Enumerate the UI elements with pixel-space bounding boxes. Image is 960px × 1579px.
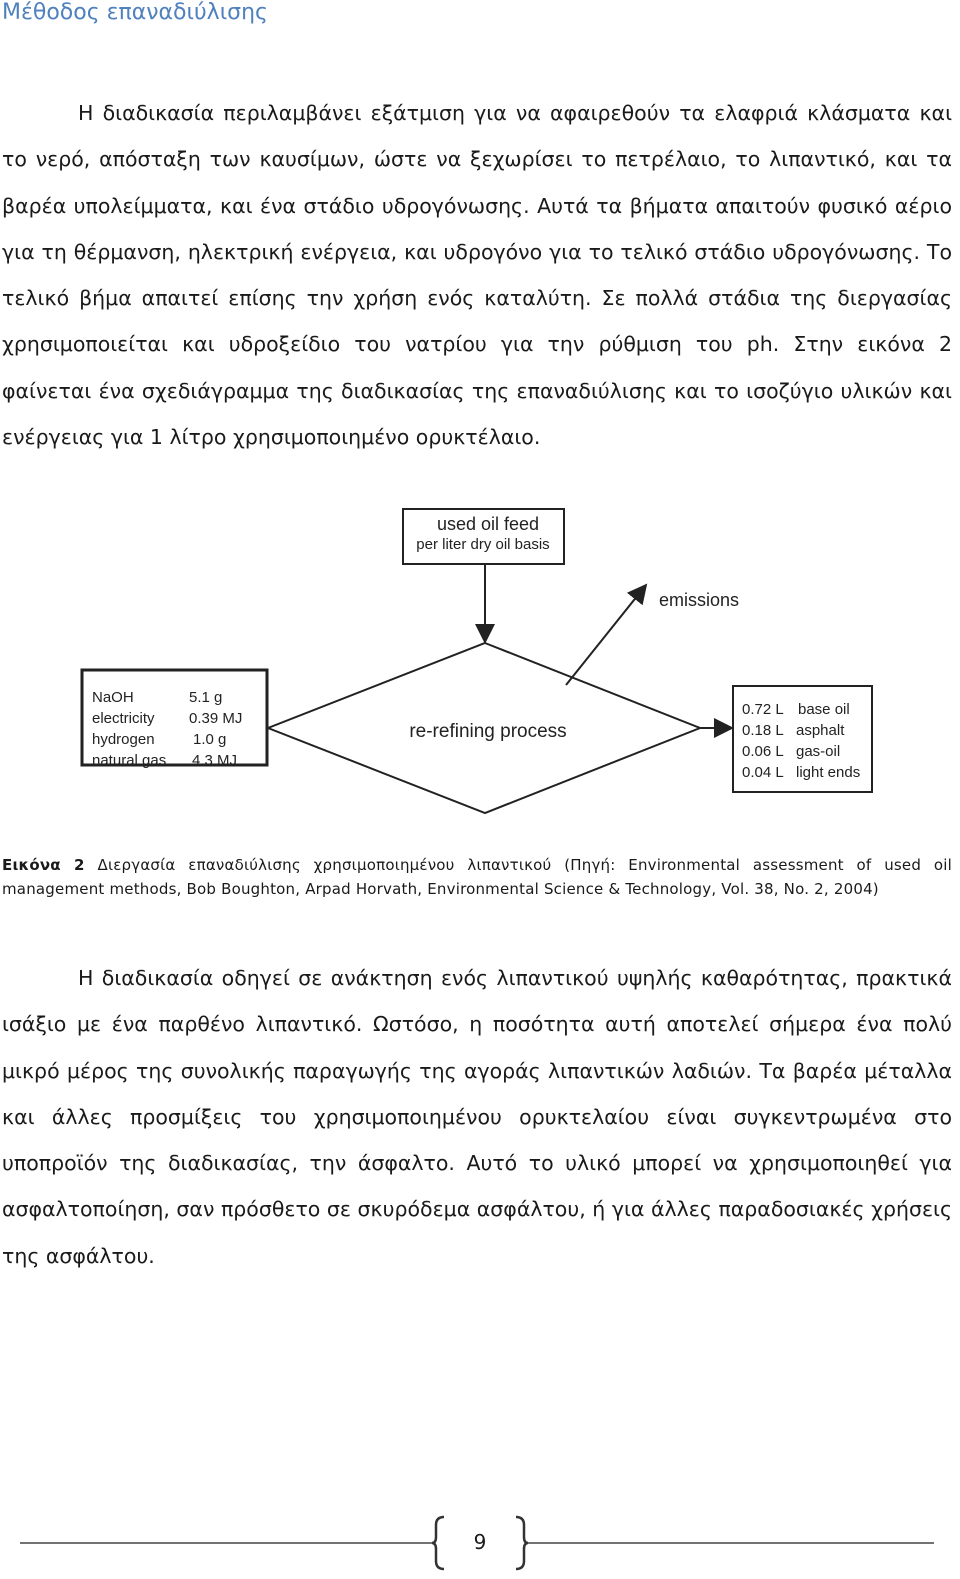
process-label: re-refining process xyxy=(409,721,567,742)
input-value: 5.1 g xyxy=(189,689,223,706)
input-name: NaOH xyxy=(92,689,134,706)
figure-caption xyxy=(2,853,952,901)
caption-label: Εικόνα 2 xyxy=(2,856,85,874)
output-value: 0.72 L xyxy=(742,701,784,718)
output-value: 0.06 L xyxy=(742,743,784,760)
emissions-label: emissions xyxy=(659,590,740,610)
input-name: natural gas xyxy=(92,752,167,769)
caption-text: Διεργασία επαναδιύλισης χρησιμοποιημένου λιπαντικού (Πηγή: Environmental assessment of used oil management methods, Bob Boughton, Arpad Horvath, Environmental Science & Technology, Vol. 38, No. 2, 2004) xyxy=(2,856,953,898)
input-value: 1.0 g xyxy=(193,731,227,748)
output-name: light ends xyxy=(796,764,861,781)
emissions-arrow xyxy=(566,585,646,685)
output-value: 0.18 L xyxy=(742,722,784,739)
output-name: asphalt xyxy=(796,722,845,739)
input-name: electricity xyxy=(92,710,155,727)
paragraph-2: Η διαδικασία οδηγεί σε ανάκτηση ενός λιπαντικού υψηλής καθαρότητας, πρακτικά ισάξιο με ένα παρθένο λιπαντικό. Ωστόσο, η ποσότητα αυτή αποτελεί σήμερα ένα πολύ μικρό μέρος της συνολικής παραγωγής της αγοράς λιπαντικών λαδιών. Τα βαρέα μέταλλα και άλλες προσμίξεις του χρησιμοποιημένου ορυκτελαίου είναι συγκεντρωμένα στο υποπροϊόν της διαδικασίας, την άσφαλτο. Αυτό το υλικό μπορεί να χρησιμοποιηθεί για ασφαλτοποίηση, σαν πρόσθετο σε σκυρόδεμα ασφάλτου, ή για άλλες παραδοσιακές χρήσεις της ασφάλτου. xyxy=(2,966,952,1268)
page-number: 9 xyxy=(473,1530,487,1554)
output-name: gas-oil xyxy=(796,743,841,760)
output-name: base oil xyxy=(798,701,850,718)
process-diagram xyxy=(0,490,960,820)
input-value: 4.3 MJ xyxy=(192,752,238,769)
output-value: 0.04 L xyxy=(742,764,784,781)
feed-title: used oil feed xyxy=(436,514,540,534)
feed-subtitle: per liter dry oil basis xyxy=(416,536,550,553)
input-name: hydrogen xyxy=(92,731,155,748)
section-title: Μέθοδος επαναδιύλισης xyxy=(2,0,268,25)
paragraph-1: Η διαδικασία περιλαμβάνει εξάτμιση για να αφαιρεθούν τα ελαφριά κλάσματα και το νερό, απόσταξη των καυσίμων, ώστε να ξεχωρίσει το πετρέλαιο, το λιπαντικό, και τα βαρέα υπολείμματα, και ένα στάδιο υδρογόνωσης. Αυτά τα βήματα απαιτούν φυσικό αέριο για τη θέρμανση, ηλεκτρική ενέργεια, και υδρογόνο για το τελικό στάδιο υδρογόνωσης. Το τελικό βήμα απαιτεί επίσης την χρήση ενός καταλύτη. Σε πολλά στάδια της διεργασίας χρησιμοποιείται και υδροξείδιο του νατρίου για την ρύθμιση του ph. Στην εικόνα 2 φαίνεται ένα σχεδιάγραμμα της διαδικασίας της επαναδιύλισης και το ισοζύγιο υλικών και ενέργειας για 1 λίτρο χρησιμοποιημένο ορυκτέλαιο. xyxy=(2,101,952,450)
input-value: 0.39 MJ xyxy=(189,710,243,727)
